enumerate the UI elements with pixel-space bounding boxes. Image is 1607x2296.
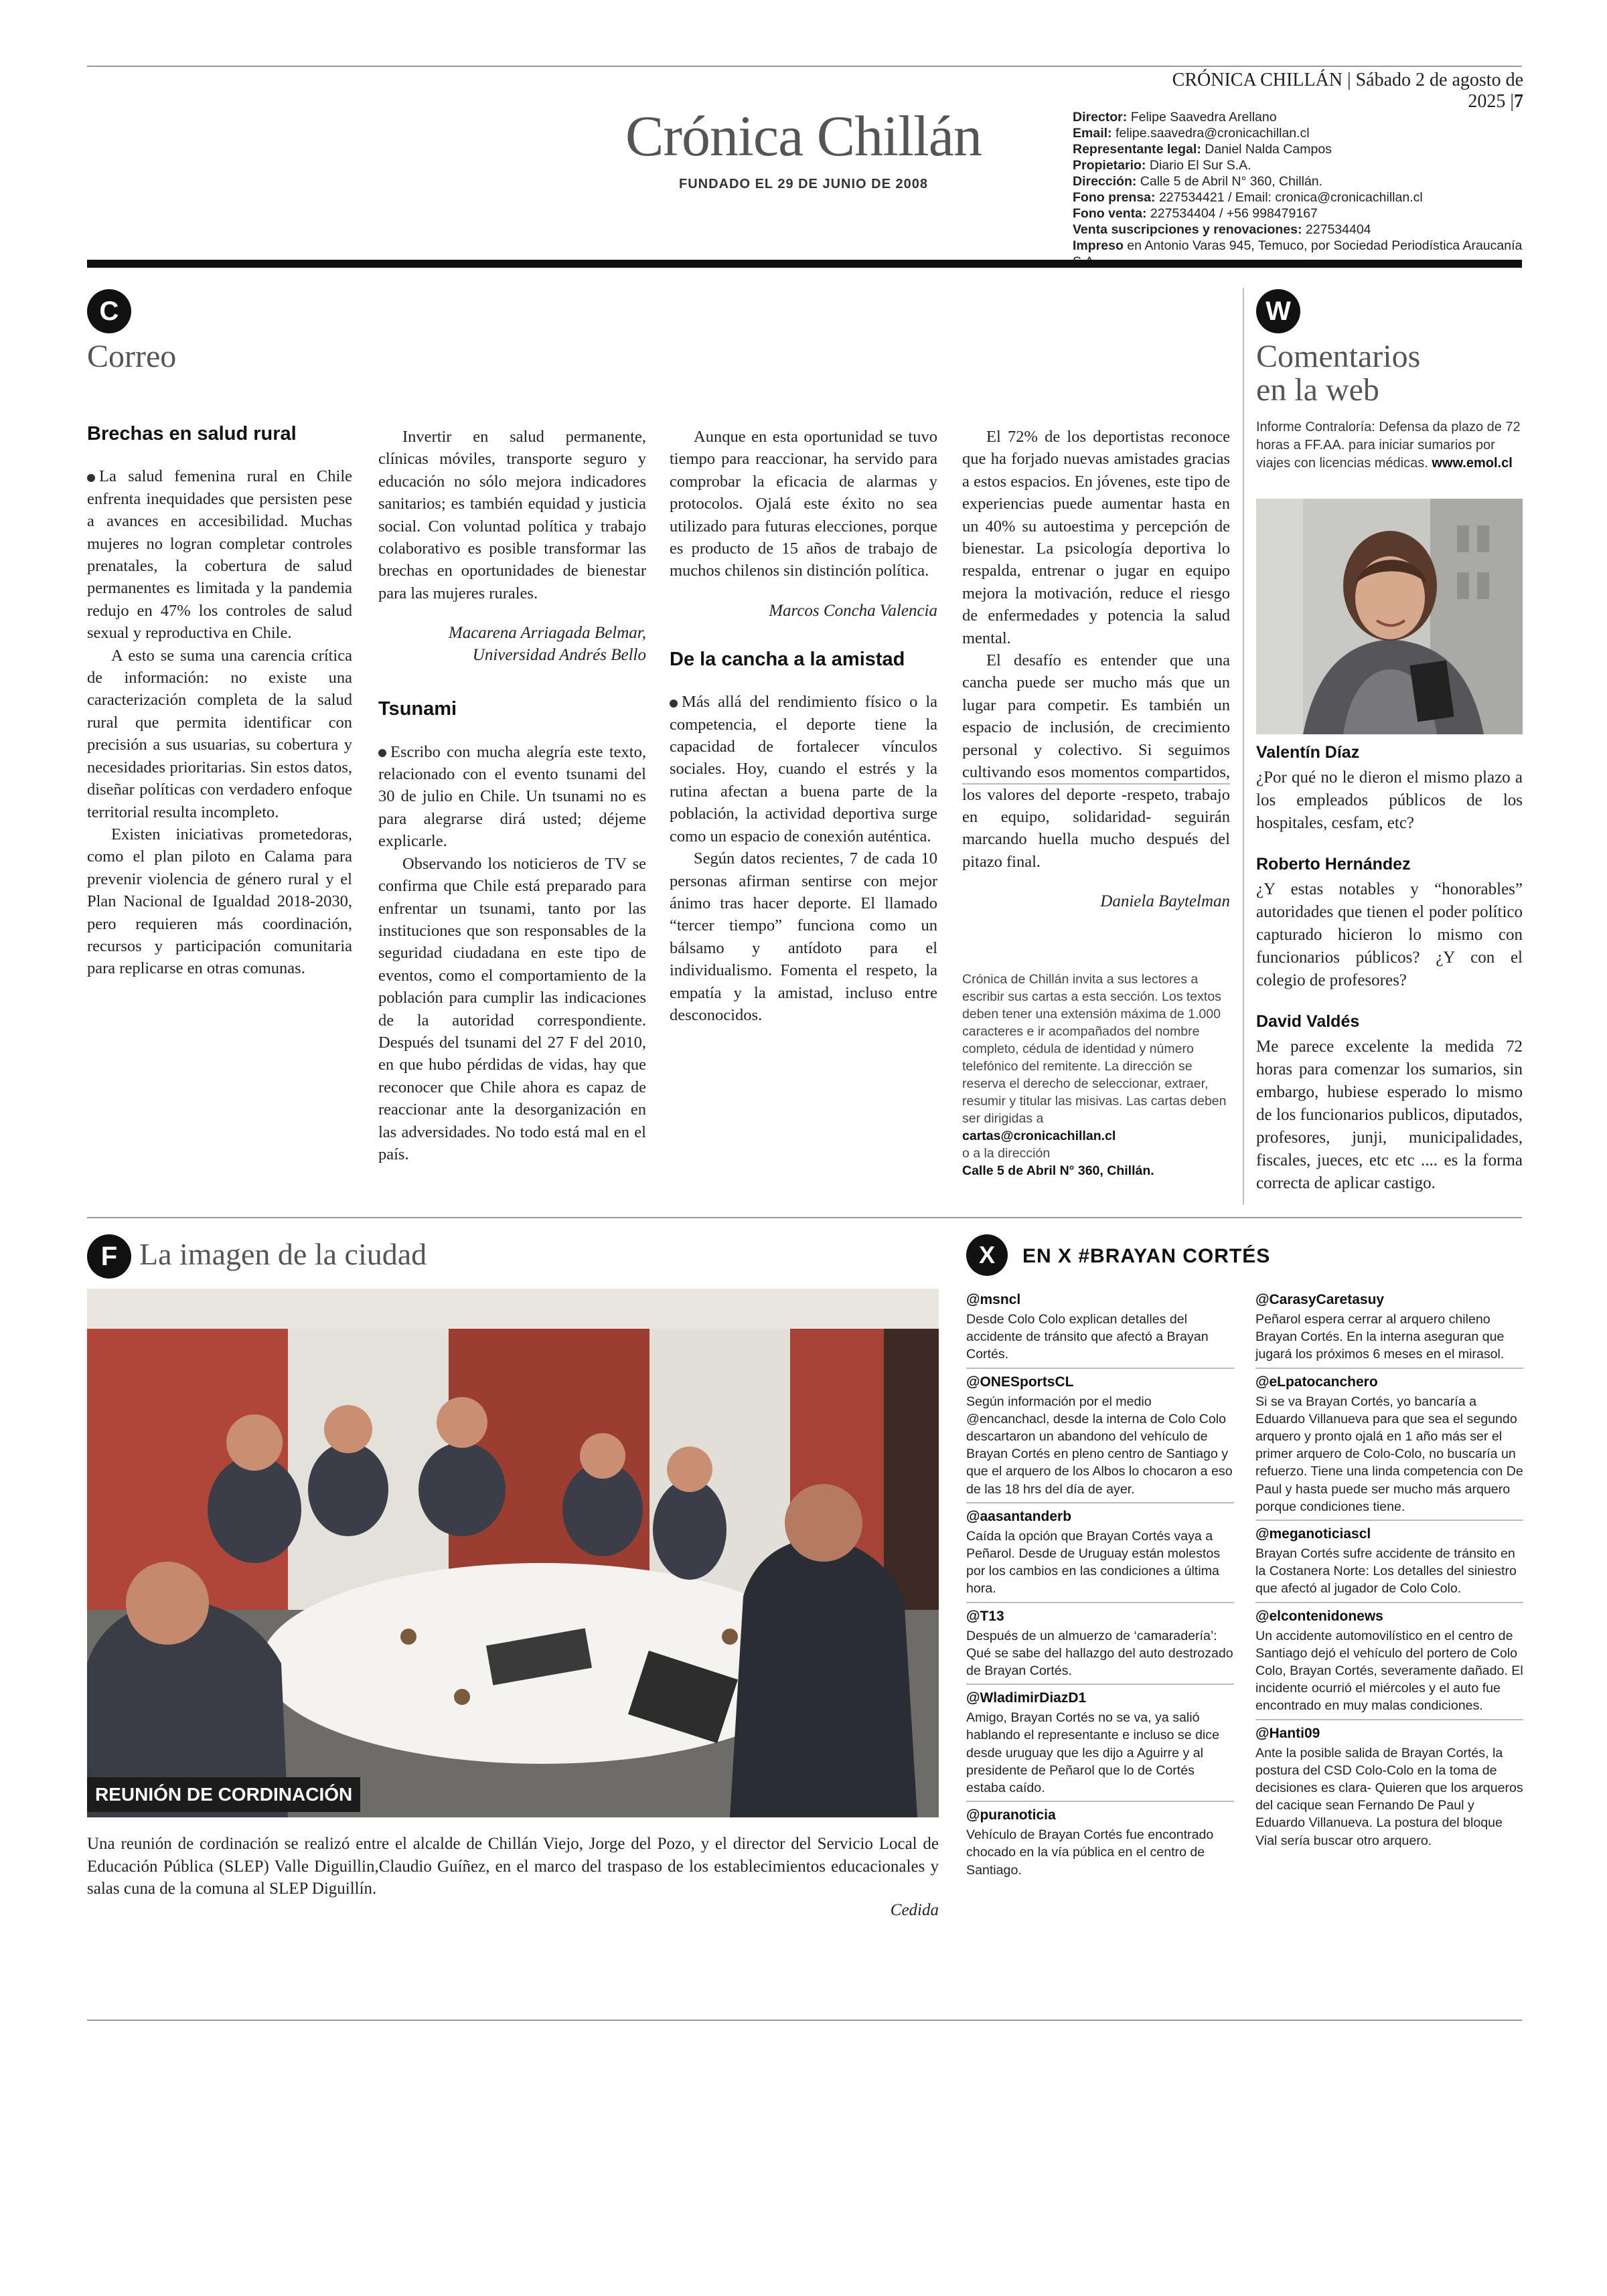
- tweet-text: Si se va Brayan Cortés, yo bancaría a Eduardo Villanueva para que sea el segundo arquero y pronto ojalá en 1 año más ser el primer arquero de Colo-Colo, no buscaría un refuerzo. Tiene una linda competencia con De Paul y hasta puede ser mucho más arquero porque condiciones tiene.: [1255, 1394, 1523, 1514]
- web-intro-text: Informe Contraloría: Defensa da plazo de 72 horas a FF.AA. para iniciar sumarios por viajes con licencias médicas.: [1256, 420, 1521, 471]
- tweet: [966, 1374, 1234, 1498]
- tweet: [966, 1292, 1234, 1364]
- letter-2-p3: Aunque en esta oportunidad se tuvo tiempo para reaccionar, ha servido para comprobar la eficacia de alarmas y protocolos. Ojalá este éxito no sea utilizado para futuras elecciones, porque es producto de 15 años de trabajo de muchos chilenos sin distinción política.: [670, 428, 937, 580]
- letter-1-col-a: [87, 423, 352, 980]
- staff-row: [1073, 222, 1528, 238]
- mid-rule: [87, 1217, 1522, 1218]
- letter-3-p3: El 72% de los deportistas reconoce que ha forjado nuevas amistades gracias a estos espacios. En jóvenes, este tipo de experiencias puede aumentar hasta en un 40% su autoestima y percepción de bienestar. La psicología deportiva lo respalda, entrenar o jugar en equipo mejora la motivación, reduce el riesgo de enfermedades y potencia la salud mental.: [962, 428, 1230, 647]
- tweet-handle[interactable]: @Hanti09: [1255, 1725, 1320, 1741]
- web-intro: [1256, 418, 1523, 473]
- staff-label: Impreso: [1073, 238, 1124, 253]
- tweet: [966, 1690, 1234, 1797]
- tweet-text: Vehículo de Brayan Cortés fue encontrado chocado en la vía pública en el centro de Santiago.: [966, 1827, 1214, 1878]
- staff-label: Email:: [1073, 126, 1112, 141]
- meeting-photo: [87, 1289, 939, 1817]
- bullet-icon: [378, 749, 386, 757]
- tweet-text: Desde Colo Colo explican detalles del accidente de tránsito que afectó a Brayan Cortés.: [966, 1312, 1209, 1362]
- tweet-handle[interactable]: @CarasyCaretasuy: [1255, 1292, 1385, 1307]
- letter-3-p2: Según datos recientes, 7 de cada 10 personas afirman sentirse con mejor ánimo tras hacer deporte. El llamado “tercer tiempo” funciona como un bálsamo y antídoto para el individualismo. Fomenta el respeto, la empatía y la amistad, incluso entre desconocidos.: [670, 849, 937, 1024]
- letter-3-title: De la cancha a la amistad: [670, 648, 905, 670]
- web-title-line2: en la web: [1256, 372, 1379, 408]
- tweet-text: Brayan Cortés sufre accidente de tránsito en la Costanera Norte: Los detalles del siniestro que afectó al jugador de Colo Colo.: [1255, 1546, 1517, 1596]
- tweet-handle[interactable]: @T13: [966, 1608, 1004, 1624]
- folio-page: 7: [1514, 91, 1523, 112]
- note-or: o a la dirección: [962, 1146, 1051, 1161]
- tweet-text: Después de un almuerzo de ‘camaradería’: Qué se sabe del hallazgo del auto destrozado de Brayan Cortés.: [966, 1628, 1233, 1679]
- comment-text: Me parece excelente la medida 72 horas para comenzar los sumarios, sin embargo, hubiese esperado lo mismo de los funcionarios publicos, diputados, profesores, junji, municipalidades, fiscales, jueces, etc etc .... es la forma correcta de aplicar castigo.: [1256, 1038, 1523, 1192]
- note-rule: [962, 783, 1230, 785]
- tweet: [1255, 1609, 1523, 1715]
- tweet-handle[interactable]: @eLpatocanchero: [1255, 1374, 1378, 1390]
- bottom-rule: [87, 2020, 1522, 2021]
- staff-row: [1073, 141, 1528, 157]
- tweet-handle[interactable]: @ONESportsCL: [966, 1374, 1074, 1390]
- staff-value: Diario El Sur S.A.: [1149, 158, 1251, 173]
- top-rule: [87, 66, 1522, 67]
- tweet-divider: [966, 1502, 1234, 1503]
- tweet: [966, 1509, 1234, 1598]
- contraloria-photo: [1256, 499, 1523, 734]
- web-badge: W: [1256, 289, 1300, 333]
- tweet-divider: [1255, 1719, 1523, 1720]
- tweet: [966, 1807, 1234, 1879]
- letter-3-p4: El desafío es entender que una cancha puede ser mucho más que un lugar para competir. Es también un espacio de inclusión, de crecimiento personal y colectivo. Si seguimos cultivando esos momentos compartidos, los valores del deporte -respeto, trabajo en equipo, solidaridad- seguirán marcando huella mucho después del pitazo final.: [962, 651, 1230, 871]
- folio: CRÓNICA CHILLÁN | Sábado 2 de agosto de 2025 |7: [1172, 70, 1523, 112]
- letter-2-p2: Observando los noticieros de TV se confirma que Chile está preparado para enfrentar un tsunami, tanto por las instituciones que son responsables de la seguridad ciudadana en este tipo de eventos, como el comportamiento de la población para cumplir las indicaciones de la autoridad correspondiente. Después del tsunami del 27 F del 2010, en que hubo pérdidas de vidas, hay que reconocer que Chile ahora es capaz de reaccionar ante la desorganización en las adversidades. No todo está mal en el país.: [378, 854, 646, 1163]
- photo-credit: Cedida: [890, 1900, 939, 1919]
- bullet-icon: [670, 700, 678, 708]
- letter-1-p1: La salud femenina rural en Chile enfrenta inequidades que persisten pese a avances en accesibilidad. Muchas mujeres no logran completar controles prenatales, la cobertura de salud permanentes es limitada y la pandemia redujo en 47% los controles de salud sexual y reproductiva en Chile.: [87, 467, 352, 643]
- staff-label: Venta suscripciones y renovaciones:: [1073, 222, 1302, 237]
- tweet: [1255, 1726, 1523, 1850]
- letter-2-p1: Escribo con mucha alegría este texto, relacionado con el evento tsunami del 30 de julio en Chile. Un tsunami no es para alegrarse dirá usted; déjeme explicarle.: [378, 742, 646, 851]
- folio-paper: CRÓNICA CHILLÁN: [1172, 70, 1343, 90]
- letter-2-author: Marcos Concha Valencia: [769, 601, 937, 620]
- masthead-title: Crónica Chillán: [625, 104, 982, 168]
- tweet: [1255, 1526, 1523, 1598]
- comment-author: Valentín Díaz: [1256, 743, 1360, 762]
- tweet-text: Ante la posible salida de Brayan Cortés, la postura del CSD Colo-Colo en la toma de decisiones es clara- Quieren que los arqueros del cacique sean Fernando De Paul y Eduardo Villanueva. La postura del bloque Vial sería buscar otro arquero.: [1255, 1745, 1523, 1848]
- staff-row: [1073, 125, 1528, 141]
- submission-note: [962, 971, 1230, 1179]
- tweet-handle[interactable]: @puranoticia: [966, 1807, 1056, 1823]
- web-comments: [1256, 743, 1523, 1195]
- letter-1-p3: Existen iniciativas prometedoras, como el plan piloto en Calama para prevenir violencia de género rural y el Plan Nacional de Igualdad 2018-2030, pero requieren más coordinación, recursos y participación comunitaria para replicarse en otras comunas.: [87, 825, 352, 978]
- tweet: [966, 1609, 1234, 1680]
- x-title: EN X #BRAYAN CORTÉS: [1022, 1245, 1271, 1267]
- note-text: Crónica de Chillán invita a sus lectores a escribir sus cartas a esta sección. Los textos deben tener una extensión máxima de 1.000 caracteres e ir acompañados del nombre completo, cédula de identidad y número telefónico del remitente. La dirección se reserva el derecho de seleccionar, extraer, resumir y titular las misivas. Las cartas deben ser dirigidas a: [962, 972, 1227, 1126]
- x-feed-right: [1255, 1292, 1523, 1850]
- letter-3-col-d: [962, 426, 1230, 912]
- tweet-text: Caída la opción que Brayan Cortés vaya a Peñarol. Desde de Uruguay están molestos por los cambios en las condiciones a última hora.: [966, 1528, 1221, 1596]
- staff-row: [1073, 109, 1528, 125]
- header-thick-rule: [87, 260, 1522, 268]
- comment: [1256, 1012, 1523, 1195]
- comment-text: ¿Por qué no le dieron el mismo plazo a los empleados públicos de los hospitales, cesfam, etc?: [1256, 768, 1523, 832]
- imagen-title: La imagen de la ciudad: [139, 1237, 427, 1271]
- staff-value: 227534404 / +56 998479167: [1150, 206, 1318, 221]
- tweet-divider: [1255, 1602, 1523, 1603]
- letter-3-p1: Más allá del rendimiento físico o la competencia, el deporte tiene la capacidad de fortalecer vínculos sociales. Hoy, cuando el estrés y la rutina afectan a buena parte de la población, la actividad deportiva surge como un espacio de conexión auténtica.: [670, 693, 937, 845]
- imagen-badge: F: [87, 1234, 131, 1279]
- tweet-divider: [966, 1801, 1234, 1802]
- tweet-text: Amigo, Brayan Cortés no se va, ya salió hablando el representante e incluso se dice desde uruguay que les dijo a Aguirre y al presidente de Peñarol que lo de Cortés estaba caído.: [966, 1710, 1219, 1796]
- staff-row: [1073, 173, 1528, 189]
- staff-row: [1073, 206, 1528, 222]
- correo-title: Correo: [87, 339, 177, 374]
- tweet-text: Según información por el medio @encanchacl, desde la interna de Colo Colo descartaron un abandono del vehículo de Brayan Cortés en pleno centro de Santiago y que el arquero de los Albos lo chocaron a eso de las 18 hrs del día de ayer.: [966, 1394, 1233, 1497]
- note-address: Calle 5 de Abril N° 360, Chillán.: [962, 1163, 1154, 1178]
- bullet-icon: [87, 474, 95, 482]
- photo-caption-band: REUNIÓN DE CORDINACIÓN: [87, 1777, 360, 1812]
- comment-text: ¿Y estas notables y “honorables” autoridades que tienen el poder político capturado hicieron lo mismo con funcionarios públicos? ¿Y con el colegio de profesores?: [1256, 880, 1523, 989]
- staff-value: Felipe Saavedra Arellano: [1130, 110, 1277, 125]
- web-title: [1256, 340, 1523, 408]
- staff-label: Dirección:: [1073, 174, 1137, 189]
- comment: [1256, 855, 1523, 992]
- comment-author: David Valdés: [1256, 1012, 1360, 1031]
- letter-2-col-c: [670, 426, 937, 1026]
- note-email: cartas@cronicachillan.cl: [962, 1129, 1116, 1143]
- staff-label: Fono prensa:: [1073, 190, 1156, 205]
- letter-1-col-b: [378, 426, 646, 1165]
- tweet-text: Peñarol espera cerrar al arquero chileno Brayan Cortés. En la interna aseguran que jugará los próximos 6 meses en el mirasol.: [1255, 1312, 1505, 1362]
- tweet-divider: [966, 1602, 1234, 1603]
- tweet-divider: [1255, 1520, 1523, 1521]
- tweet-divider: [966, 1684, 1234, 1685]
- letter-1-author: Macarena Arriagada Belmar,: [448, 624, 646, 643]
- correo-badge: C: [87, 289, 131, 333]
- staff-value: 227534421 / Email: cronica@cronicachillan.cl: [1158, 190, 1423, 205]
- comment-author: Roberto Hernández: [1256, 855, 1411, 874]
- letter-3-author: Daniela Baytelman: [1100, 892, 1230, 911]
- staff-label: Director:: [1073, 110, 1128, 125]
- tweet-divider: [966, 1368, 1234, 1369]
- letter-1-title: Brechas en salud rural: [87, 423, 297, 444]
- tweet: [1255, 1292, 1523, 1364]
- letter-1-p4: Invertir en salud permanente, clínicas móviles, transporte seguro y educación no sólo mejora indicadores sanitarios; es también equidad y justicia social. Con voluntad política y trabajo colaborativo es posible transformar las brechas en oportunidades de bienestar para las mujeres rurales.: [378, 428, 646, 602]
- staff-row: [1073, 157, 1528, 173]
- staff-box: [1073, 109, 1528, 270]
- tweet-handle[interactable]: @elcontenidonews: [1255, 1608, 1383, 1624]
- staff-value: Calle 5 de Abril N° 360, Chillán.: [1140, 174, 1323, 189]
- staff-label: Fono venta:: [1073, 206, 1147, 221]
- letter-2-title: Tsunami: [378, 698, 457, 720]
- masthead-founded: FUNDADO EL 29 DE JUNIO DE 2008: [679, 177, 928, 191]
- staff-value: 227534404: [1305, 222, 1371, 237]
- staff-label: Propietario:: [1073, 158, 1146, 173]
- tweet-text: Un accidente automovilístico en el centro de Santiago dejó el vehículo del portero de Colo Colo, Brayan Cortés, severamente dañado. El incidente ocurrió el miércoles y el auto fue encontrado en muy malas condiciones.: [1255, 1628, 1523, 1714]
- tweet-handle[interactable]: @meganoticiascl: [1255, 1526, 1371, 1542]
- staff-value: Daniel Nalda Campos: [1205, 142, 1332, 157]
- x-badge: X: [966, 1234, 1008, 1276]
- x-feed-left: [966, 1292, 1234, 1879]
- tweet: [1255, 1374, 1523, 1515]
- staff-row: [1073, 189, 1528, 206]
- tweet-divider: [1255, 1368, 1523, 1369]
- staff-label: Representante legal:: [1073, 142, 1201, 157]
- photo-caption-text: Una reunión de cordinación se realizó entre el alcalde de Chillán Viejo, Jorge del Pozo, y el director del Servicio Local de Educación Pública (SLEP) Valle Diguillin,Claudio Guíñez, en el marco del traspaso de los establecimientos educacionales y salas cuna de la comuna al SLEP Diguillín.: [87, 1835, 939, 1898]
- tweet-handle[interactable]: @WladimirDiazD1: [966, 1690, 1087, 1706]
- letter-1-p2: A esto se suma una carencia crítica de información: no existe una caracterización completa de la salud rural que permita identificar con precisión a sus usuarias, su cobertura y necesidades prioritarias. Sin estos datos, diseñar políticas con verdadero enfoque territorial resulta incompleto.: [87, 646, 352, 821]
- staff-value: en Antonio Varas 945, Temuco, por Sociedad Periodística Araucanía: [1127, 238, 1523, 253]
- comment: [1256, 743, 1523, 835]
- folio-date: Sábado 2 de agosto de 2025: [1355, 70, 1523, 112]
- web-source: www.emol.cl: [1432, 456, 1513, 471]
- letter-1-affiliation: Universidad Andrés Bello: [472, 646, 646, 665]
- masthead: [603, 104, 1004, 192]
- photo-caption: [87, 1833, 939, 1921]
- staff-value: felipe.saavedra@cronicachillan.cl: [1115, 126, 1310, 141]
- tweet-handle[interactable]: @msncl: [966, 1292, 1021, 1307]
- web-title-line1: Comentarios: [1256, 339, 1421, 374]
- tweet-handle[interactable]: @aasantanderb: [966, 1508, 1072, 1524]
- web-divider: [1243, 288, 1244, 1205]
